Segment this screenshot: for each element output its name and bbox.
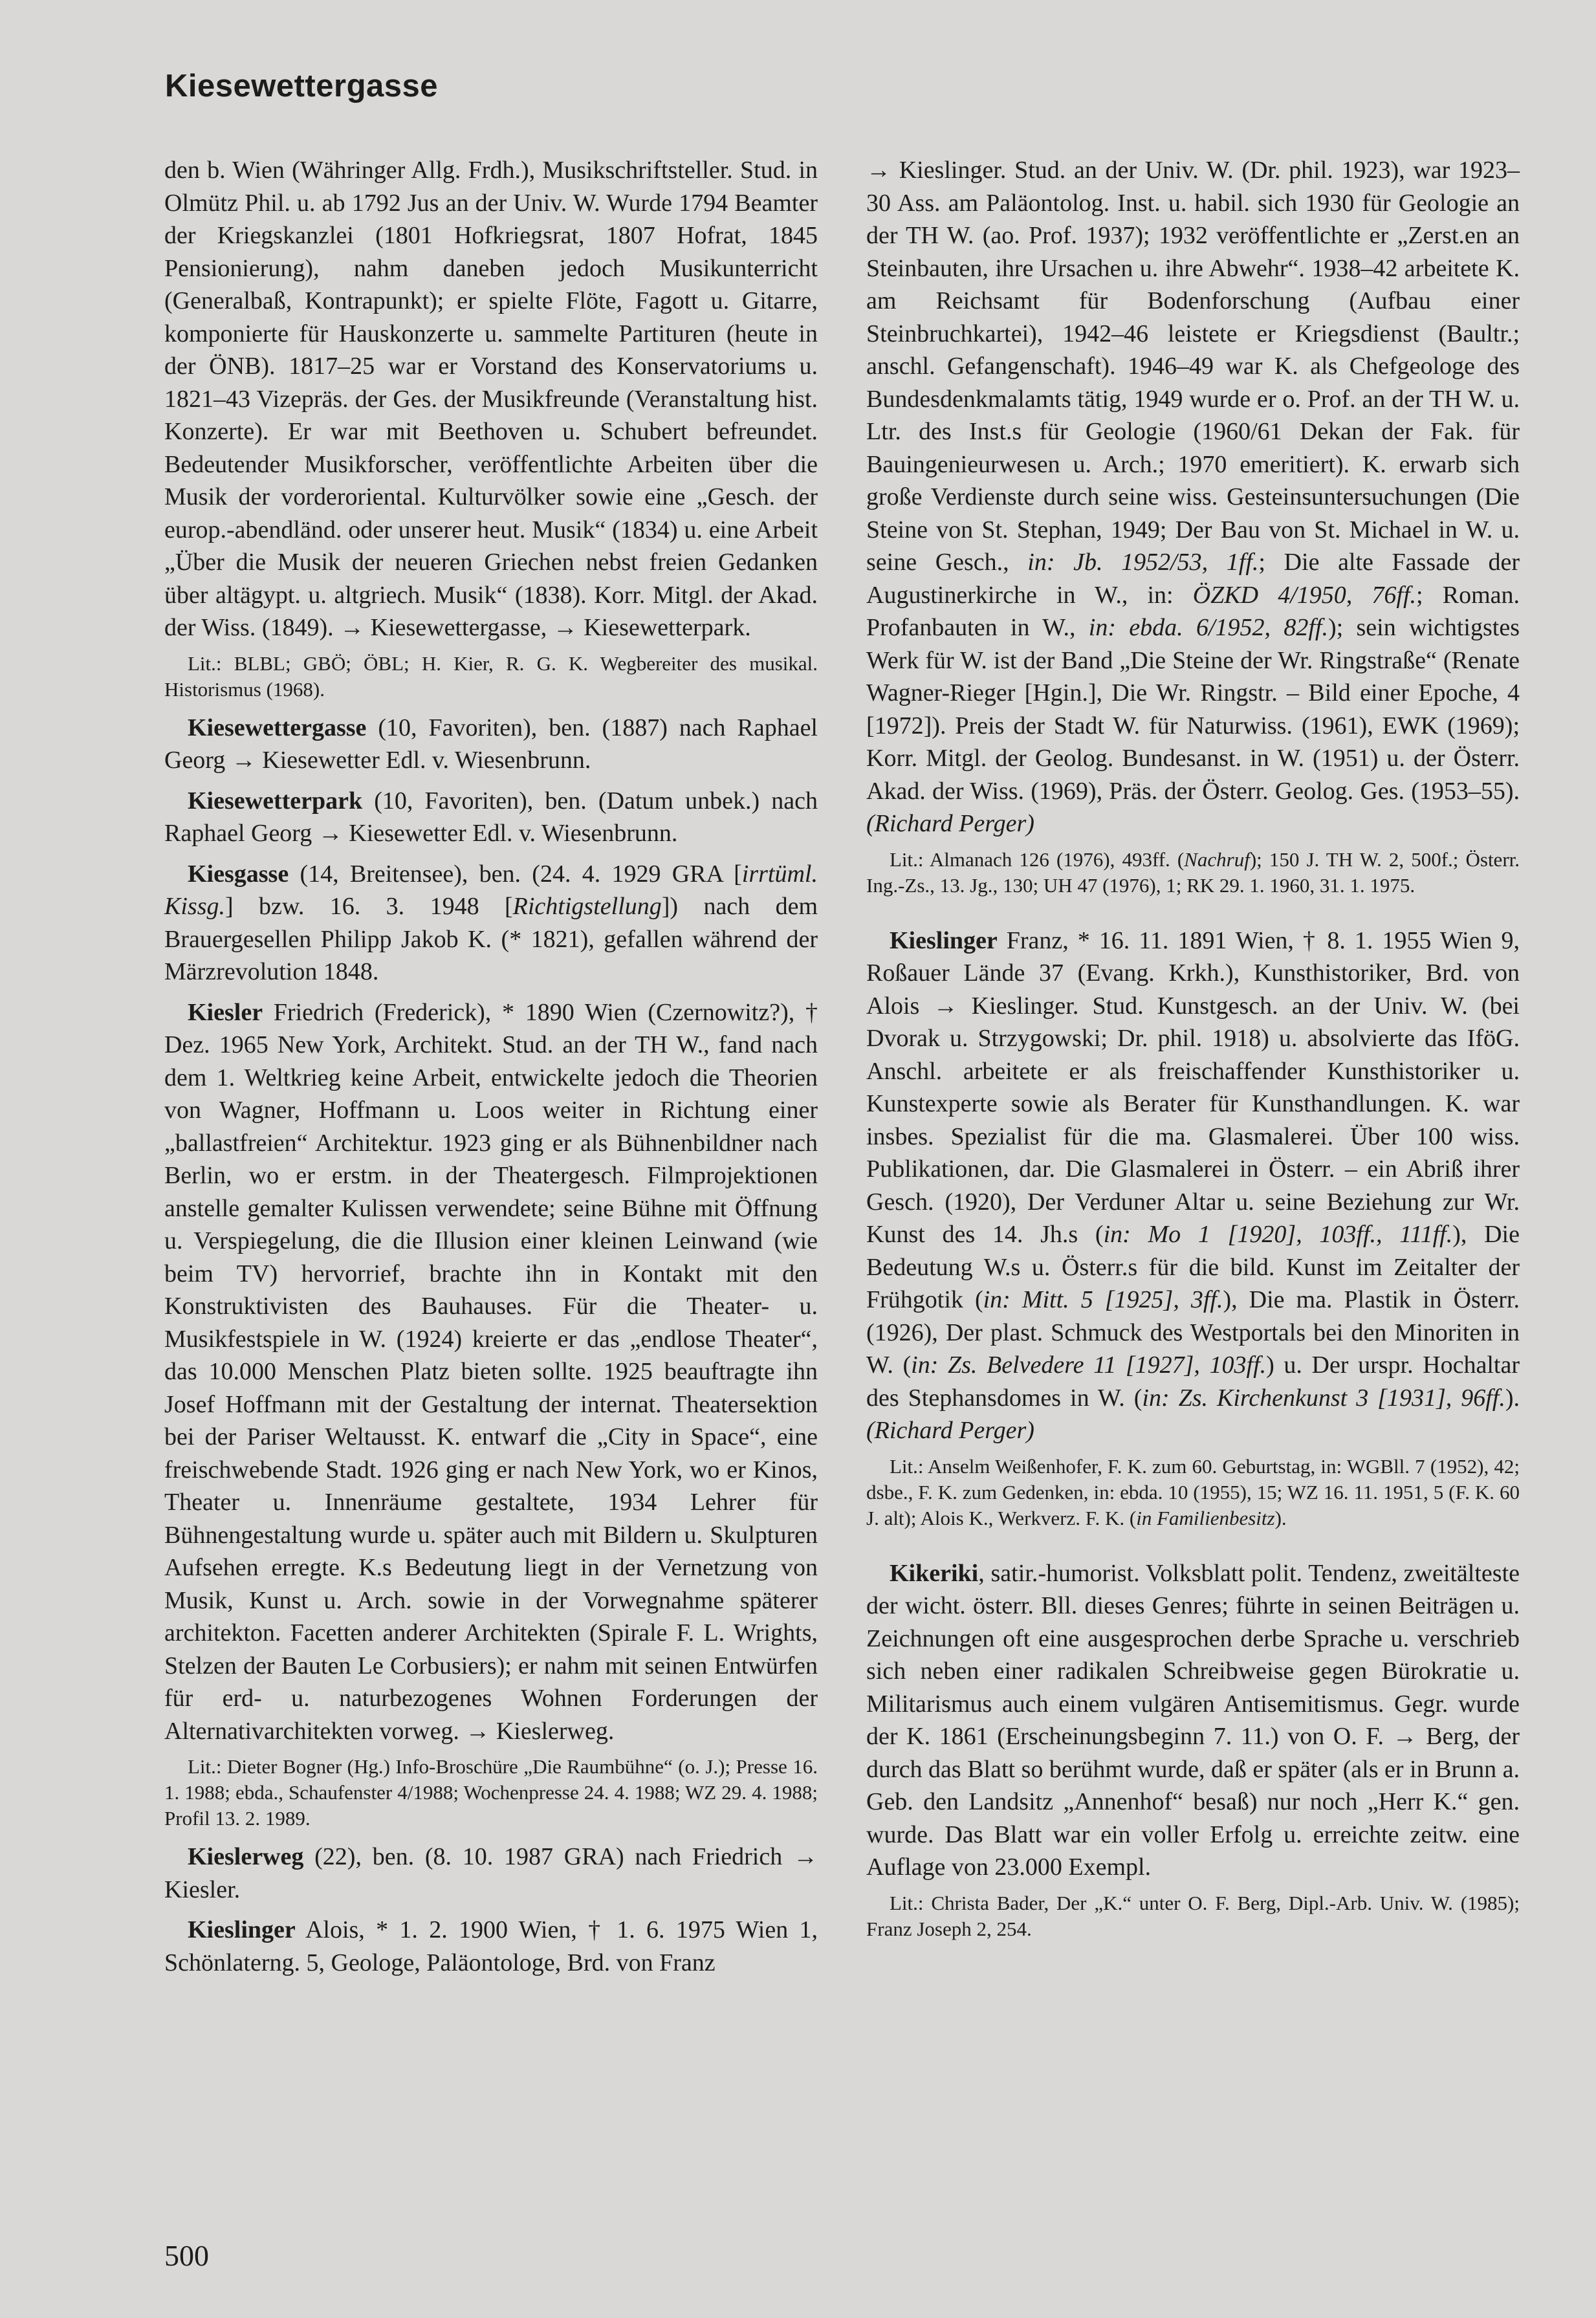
entry-kieslinger-alois-continued xyxy=(866,154,1520,840)
left-column xyxy=(164,154,818,1979)
page-number: 500 xyxy=(164,2239,209,2272)
entry-text: , satir.-humorist. Volksblatt polit. Tendenz, zweitälteste der wicht. österr. Bll. dieses Genres; führte in seinen Beiträgen u. Zeichnungen oft eine ausgesprochen derbe Sprache u. verschrieb sich neben einer radikalen Schreibweise gegen Bürokratie u. Militarismus auch einem vulgären Antisemitismus. Gegr. wurde der K. 1861 (Erscheinungsbeginn 7. 11.) von O. F. → Berg, der durch das Blatt so berühmt wurde, daß er später (als er in Brunn a. Geb. den Landsitz „Annenhof“ besaß) nur noch „Herr K.“ gen. wurde. Das Blatt war ein voller Erfolg u. erreichte zeitw. eine Auflage von 23.000 Exempl. xyxy=(866,1559,1520,1881)
author-signature: (Richard Perger) xyxy=(866,810,1034,837)
entry-text: ; Die alte Fassade der Augustinerkirche in W., in: xyxy=(866,549,1520,609)
lemma-kieslerweg: Kieslerweg xyxy=(188,1843,304,1870)
entry-text: ). xyxy=(1505,1384,1520,1412)
entry-text: ), Die ma. Plastik in Österr. (1926), Der plast. Schmuck des Westportals bei den Minoriten in W. ( xyxy=(866,1286,1520,1379)
lemma-kieslinger-alois: Kieslinger xyxy=(188,1916,296,1943)
entry-text: ; Roman. Profanbauten in W., xyxy=(866,581,1520,641)
literature-kieslinger-franz xyxy=(866,1454,1520,1531)
entry-italic: ÖZKD 4/1950, 76ff. xyxy=(1192,581,1417,609)
entry-text: ), Die Bedeutung W.s u. Österr.s für die bild. Kunst im Zeitalter der Frühgotik ( xyxy=(866,1221,1520,1313)
entry-text: Friedrich (Frederick), * 1890 Wien (Czernowitz?), † Dez. 1965 New York, Architekt. Stud. an der TH W., fand nach dem 1. Weltkrieg keine Arbeit, entwickelte jedoch die Theorien von Wagner, Hoffmann u. Loos weiter in Richtung einer „ballastfreien“ Architektur. 1923 ging er als Bühnenbildner nach Berlin, wo er erstm. in der Theatergesch. Filmprojektionen anstelle gemalter Kulissen verwendete; seine Bühne mit Öffnung u. Verspiegelung, die die Illusion einer kleinen Leinwand (wie beim TV) hervorrief, brachte ihn in Kontakt mit den Konstruktivisten des Bauhauses. Für die Theater- u. Musikfestspiele in W. (1924) kreierte er das „endlose Theater“, das 10.000 Menschen Platz bieten sollte. 1925 beauftragte ihn Josef Hoffmann mit der Gestaltung der internat. Theatersektion bei der Pariser Weltausst. K. entwarf die „City in Space“, eine freischwebende Stadt. 1926 ging er nach New York, wo er Kinos, Theater u. Innenräume gestaltete, 1934 Lehrer für Bühnengestaltung wurde u. später auch mit Bildern u. Skulpturen Aufsehen erregte. K.s Bedeutung liegt in der Vernetzung von Musik, Kunst u. Arch. sowie in der Vorwegnahme späterer architekton. Facetten anderer Architekten (Spirale F. L. Wrights, Stelzen der Bauten Le Corbusiers); er nahm mit seinen Entwürfen für erd- u. naturbezogenes Wohnen Forderungen der Alternativarchitekten vorweg. → Kieslerweg. xyxy=(164,998,818,1745)
entry-kiesler xyxy=(164,996,818,1748)
entry-text: ] bzw. 16. 3. 1948 [ xyxy=(224,893,513,920)
lit-text: ); 150 J. TH W. 2, 500f.; Österr. Ing.-Zs., 13. Jg., 130; UH 47 (1976), 1; RK 29. 1. 1960, 31. 1. 1975. xyxy=(866,847,1520,897)
lemma-kieslinger-franz: Kieslinger xyxy=(890,926,998,954)
running-header: Kiesewettergasse xyxy=(165,69,439,104)
entry-kiesewetterpark xyxy=(164,785,818,850)
entry-kiesewettergasse xyxy=(164,712,818,777)
entry-kiesewetter-continued: den b. Wien (Währinger Allg. Frdh.), Musikschriftsteller. Stud. in Olmütz Phil. u. ab 1792 Jus an der Univ. W. Wurde 1794 Beamter der Kriegskanzlei (1801 Hofkriegsrat, 1807 Hofrat, 1845 Pensionierung), nahm daneben jedoch Musikunterricht (Generalbaß, Kontrapunkt); er spielte Flöte, Fagott u. Gitarre, komponierte für Hauskonzerte u. sammelte Partituren (heute in der ÖNB). 1817–25 war er Vorstand des Konservatoriums u. 1821–43 Vizepräs. der Ges. der Musikfreunde (Veranstaltung hist. Konzerte). Er war mit Beethoven u. Schubert befreundet. Bedeutender Musikforscher, veröffentlichte Arbeiten über die Musik der vorderoriental. Kulturvölker sowie eine „Gesch. der europ.-abendländ. oder unserer heut. Musik“ (1834) u. eine Arbeit „Über die Musik der neueren Griechen nebst freien Gedanken über altägypt. u. altgriech. Musik“ (1838). Korr. Mitgl. der Akad. der Wiss. (1849). → Kiesewettergasse, → Kiesewetterpark. xyxy=(164,157,818,641)
entry-text: (22), ben. (8. 10. 1987 GRA) nach Friedrich → Kiesler. xyxy=(164,1843,818,1903)
entry-italic: in: Mitt. 5 [1925], 3ff. xyxy=(983,1286,1223,1313)
entry-italic: in: Zs. Belvedere 11 [1927], 103ff. xyxy=(911,1351,1267,1379)
literature-kiesler: Lit.: Dieter Bogner (Hg.) Info-Broschüre „Die Raumbühne“ (o. J.); Presse 16. 1. 1988; ebda., Schaufenster 4/1988; Wochenpresse 24. 4. 1988; WZ 29. 4. 1988; Profil 13. 2. 1989. xyxy=(164,1755,818,1830)
entry-text: Alois, * 1. 2. 1900 Wien, † 1. 6. 1975 Wien 1, Schönlaterng. 5, Geologe, Paläontologe, Brd. von Franz xyxy=(164,1916,818,1976)
entry-spacer xyxy=(866,1540,1520,1557)
entry-kikeriki xyxy=(866,1557,1520,1884)
lit-italic: in Familienbesitz xyxy=(1136,1506,1275,1529)
literature-kikeriki: Lit.: Christa Bader, Der „K.“ unter O. F. Berg, Dipl.-Arb. Univ. W. (1985); Franz Joseph 2, 254. xyxy=(866,1891,1520,1940)
entry-text: ]) nach dem Brauergesellen Philipp Jakob K. (* 1821), gefallen während der Märzrevolution 1848. xyxy=(164,893,818,985)
lemma-kiesewetterpark: Kiesewetterpark xyxy=(188,787,363,815)
entry-text: ) u. Der urspr. Hochaltar des Stephansdomes in W. ( xyxy=(866,1351,1520,1412)
entry-text: ); sein wichtigstes Werk für W. ist der Band „Die Steine der Wr. Ringstraße“ (Renate Wagner-Rieger [Hgin.], Die Wr. Ringstr. – Bild einer Epoche, 4 [1972]). Preis der Stadt W. für Naturwiss. (1961), EWK (1969); Korr. Mitgl. der Geolog. Bundesanst. in W. (1951) u. der Österr. Akad. der Wiss. (1969), Präs. der Österr. Geolog. Ges. (1953–55). xyxy=(866,614,1520,805)
entry-text: (14, Breitensee), ben. (24. 4. 1929 GRA [ xyxy=(289,860,742,888)
entry-kieslinger-alois xyxy=(164,1914,818,1979)
lemma-kikeriki: Kikeriki xyxy=(890,1559,979,1587)
entry-italic: Richtigstellung xyxy=(512,893,662,920)
lit-text: Lit.: Almanach 126 (1976), 493ff. ( xyxy=(890,847,1185,871)
entry-kieslerweg xyxy=(164,1841,818,1906)
entry-text: → Kieslinger. Stud. an der Univ. W. (Dr. phil. 1923), war 1923–30 Ass. am Paläontolog. Inst. u. habil. sich 1930 für Geologie an der TH W. (ao. Prof. 1937); 1932 veröffentlichte er „Zerst.en an Steinbauten, ihre Ursachen u. ihre Abwehr“. 1938–42 arbeitete K. am Reichsamt für Bodenforschung (Aufbau einer Steinbruchkartei), 1942–46 leistete er Kriegsdienst (Baultr.; anschl. Gefangenschaft). 1946–49 war K. als Chefgeologe des Bundesdenkmalamts tätig, 1949 wurde er o. Prof. an der TH W. u. Ltr. des Inst.s für Geologie (1960/61 Dekan der Fak. für Bauingenieurwesen u. Arch.; 1970 emeritiert). K. erwarb sich große Verdienste durch seine wiss. Gesteinsuntersuchungen (Die Steine von St. Stephan, 1949; Der Bau von St. Michael in W. u. seine Gesch., xyxy=(866,157,1520,576)
entry-spacer xyxy=(866,908,1520,924)
entry-text: (10, Favoriten), ben. (Datum unbek.) nach Raphael Georg → Kiesewetter Edl. v. Wiesenbrunn. xyxy=(164,787,818,847)
literature-kiesewetter: Lit.: BLBL; GBÖ; ÖBL; H. Kier, R. G. K. Wegbereiter des musikal. Historismus (1968). xyxy=(164,651,818,701)
author-signature: (Richard Perger) xyxy=(866,1417,1034,1444)
entry-italic: in: Jb. 1952/53, 1ff. xyxy=(1027,549,1259,576)
lemma-kiesewettergasse: Kiesewettergasse xyxy=(188,714,367,741)
entry-text: Franz, * 16. 11. 1891 Wien, † 8. 1. 1955 Wien 9, Roßauer Lände 37 (Evang. Krkh.), Kunsthistoriker, Brd. von Alois → Kieslinger. Stud. Kunstgesch. an der Univ. W. (bei Dvorak u. Strzygowski; Dr. phil. 1918) u. absolvierte das IföG. Anschl. arbeitete er als freischaffender Kunsthistoriker u. Kunstexperte sowie als Berater für Kunsthandlungen. K. war insbes. Spezialist für die ma. Glasmalerei. Über 100 wiss. Publikationen, dar. Die Glasmalerei in Österr. – ein Abriß ihrer Gesch. (1920), Der Verduner Altar u. seine Beziehung zur Wr. Kunst des 14. Jh.s ( xyxy=(866,926,1520,1248)
lit-text: ). xyxy=(1274,1506,1287,1529)
right-column xyxy=(866,154,1520,1951)
lemma-kiesler: Kiesler xyxy=(188,998,263,1026)
entry-kiesgasse xyxy=(164,858,818,989)
entry-italic: in: Mo 1 [1920], 103ff., 111ff. xyxy=(1103,1221,1453,1248)
entry-italic: in: Zs. Kirchenkunst 3 [1931], 96ff. xyxy=(1142,1384,1505,1412)
entry-kieslinger-franz xyxy=(866,924,1520,1447)
lemma-kiesgasse: Kiesgasse xyxy=(188,860,289,888)
entry-italic: in: ebda. 6/1952, 82ff. xyxy=(1088,614,1328,641)
lit-italic: Nachruf xyxy=(1184,847,1250,871)
entry-text: (10, Favoriten), ben. (1887) nach Raphael Georg → Kiesewetter Edl. v. Wiesenbrunn. xyxy=(164,714,818,774)
entry-italic: irrtüml. Kissg. xyxy=(164,860,818,920)
lit-text: Lit.: Anselm Weißenhofer, F. K. zum 60. Geburtstag, in: WGBll. 7 (1952), 42; dsbe., F. K. zum Gedenken, in: ebda. 10 (1955), 15; WZ 16. 11. 1951, 5 (F. K. 60 J. alt); Alois K., Werkverz. F. K. ( xyxy=(866,1454,1520,1529)
literature-kieslinger-alois xyxy=(866,847,1520,899)
